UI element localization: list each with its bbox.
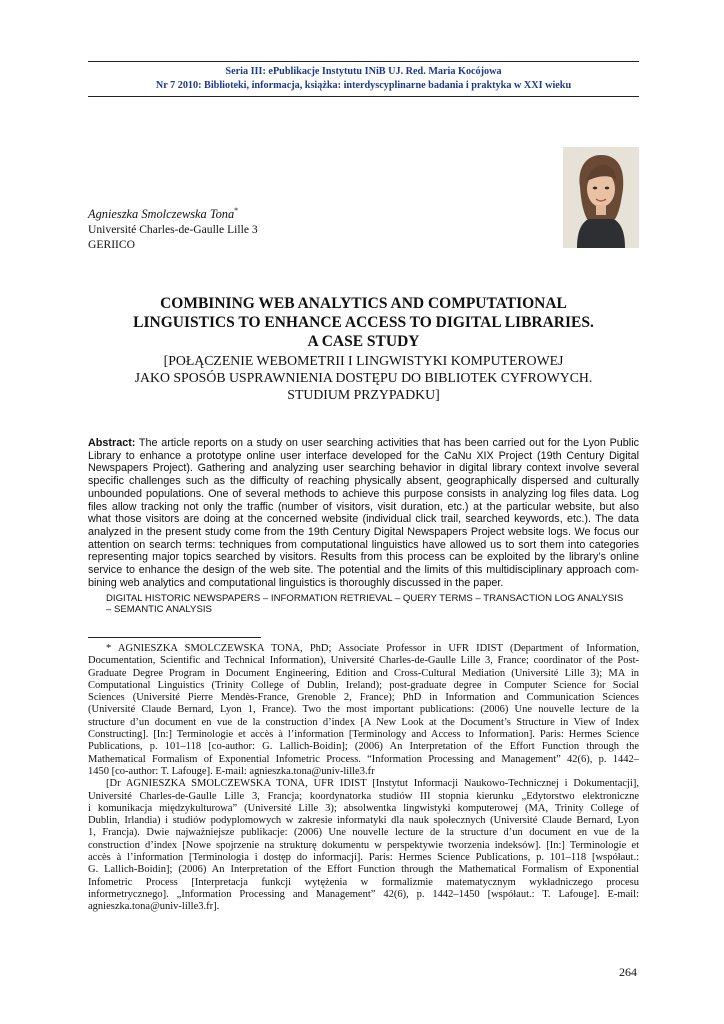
footnote-line: i komunikacja międzykulturowa” (Université Lille 3); absolwentka lingwistyki komputerowej (MA, Trinity College of <box>88 802 639 814</box>
abstract-label: Abstract: <box>88 437 136 449</box>
page-number: 264 <box>619 965 637 979</box>
footnote-line: G. Lallich-Boidin]; (2006) An Interpretation of the Effort Function through the Mathematical Formalism of Exponential <box>88 864 639 876</box>
header-top-rule <box>88 61 639 62</box>
title-line: A CASE STUDY <box>307 333 420 350</box>
paper-title <box>88 294 639 351</box>
footnote-line: Dublin, Irlandia) i studiów podyplomowych w zakresie informatyki dla nauk społecznych (Université Claude Bernard, Lyon <box>88 815 639 827</box>
footnote-line: Infometric Process [Interpretacja funkcji wytężenia w formalizmie matematycznym wykładniczego procesu <box>88 876 639 888</box>
abstract-line: Library to enhance a prototype online user interface developed for the CaNu XIX Project (19th Century Digital <box>88 449 639 462</box>
footnote-line: Sciences (Université Pierre Mendès-France, Grenoble 2, France); PhD in Information and Communication Sciences <box>88 692 639 704</box>
header-bottom-rule <box>88 96 639 97</box>
keywords-line: DIGITAL HISTORIC NEWSPAPERS – INFORMATION RETRIEVAL – QUERY TERMS – TRANSACTION LOG ANALYSIS <box>106 593 624 604</box>
abstract-line: files allow tracking not only the traffic (number of visitors, visit duration, etc.) at the particular website, but also <box>88 500 639 513</box>
abstract <box>88 437 639 589</box>
author-footnote-mark: * <box>234 206 239 215</box>
footnote-line: * AGNIESZKA SMOLCZEWSKA TONA, PhD; Associate Professor in UFR IDIST (Department of Information, <box>106 643 639 654</box>
footnote-line: (Université Claude Bernard, Lyon 1, France). Two the most important publications: (2006) Une nouvelle lecture de la <box>88 704 639 716</box>
abstract-line: unbounded populations. One of several methods to achieve this purpose consists in analyzing log files data. Log <box>88 487 639 500</box>
abstract-line: Newspapers Project). Gathering and analyzing user searching behavior in digital library context involve several <box>88 462 639 475</box>
footnote-line: construction d’index [Nowe spojrzenie na strukturę dokumentu w perspektywie tworzenia indeksów]. [In:] Terminologie et <box>88 839 639 851</box>
author-portrait-image <box>563 147 639 248</box>
author-photo <box>563 147 639 248</box>
footnote-line: 1, Francja). Dwie najważniejsze publikacje: (2006) Une nouvelle lecture de la structure d’un document en vue de la <box>88 827 639 839</box>
abstract-line: representing major topics searched by visitors. Results from this process can be exploited by the library’s online <box>88 551 639 564</box>
footnote-line: Computational Linguistics (Trinity College of Dublin, Ireland); post-graduate degree in Computer Science for Social <box>88 679 639 691</box>
footnote-line: Publications, p. 101–118 [co-author: G. Lallich-Boidin]; (2006) An Interpretation of the Effort Function through the <box>88 741 639 753</box>
abstract-line: analyzed in the present study come from the 19th Century Digital Newspapers Project website logs. We focus our <box>88 525 639 538</box>
footnote-line: informetrycznego]. „Information Processing and Management” 42(6), p. 1442–1450 [współaut.: T. Lafouge]. E-mail: <box>88 888 639 900</box>
footnote-line: structure d’un document en vue de la construction d’index [A New Look at the Document’s Structure in View of Index <box>88 716 639 728</box>
footnote-line: accès à l’information [Terminologia i dostęp do informacji]. Paris: Hermes Science Publications, p. 101–118 [współaut.: <box>88 852 639 864</box>
author-name: Agnieszka Smolczewska Tona* <box>88 206 239 222</box>
abstract-line: attention on search terms: techniques from computational linguistics have allowed us to sort them into categories <box>88 538 639 551</box>
author-footnote <box>88 643 639 914</box>
title-line: LINGUISTICS TO ENHANCE ACCESS TO DIGITAL LIBRARIES. <box>133 314 594 331</box>
footnote-line: Mathematical Formalism of Exponential Infometric Process. “Information Processing and Management” 42(6), p. 1442– <box>88 753 639 765</box>
footnote-line: Université Charles-de-Gaulle Lille 3, Francja; koordynatorka studiów III stopnia kierunku „Edytorstwo elektroniczne <box>88 790 639 802</box>
abstract-line: specific challenges such as the difficulty of reaching physically absent, geographically dispersed and culturally <box>88 475 639 488</box>
footnote-line: Graduate Degree Program in Document Engineering, Edition and Cross-Cultural Mediation (Université Lille 3); MA in <box>88 667 639 679</box>
author-research-group: GERIICO <box>88 238 136 251</box>
abstract-line: service to enhance the design of the web site. The potential and the limits of this multidisciplinary approach com- <box>88 564 639 577</box>
abstract-line: what those visitors are doing at the concerned website (individual click trail, searched keywords, etc.). The data <box>88 513 639 526</box>
footnote-line: Documentation, Scientific and Technical Information), Université Charles-de-Gaulle Lille 3, France; coordinator of the Post- <box>88 655 639 667</box>
footnote-separator <box>88 637 261 638</box>
subtitle-line: JAKO SPOSÓB USPRAWNIENIA DOSTĘPU DO BIBLIOTEK CYFROWYCH. <box>134 370 593 385</box>
footnote-line: Constructing]. [In:] Terminologie et accès à l’information [Terminology and Access to Information]. Paris: Hermes Science <box>88 729 639 741</box>
paper-title-polish <box>88 352 639 403</box>
footnote-line: 1450 [co-author: T. Lafouge]. E-mail: agnieszka.tona@univ-lille3.fr <box>88 765 375 777</box>
title-line: COMBINING WEB ANALYTICS AND COMPUTATIONAL <box>160 295 567 312</box>
abstract-line: bining web analytics and computational linguistics is thoroughly discussed in the paper. <box>88 576 504 589</box>
series-title: Seria III: ePublikacje Instytutu INiB UJ. Red. Maria Kocójowa <box>225 66 502 77</box>
keywords-line: – SEMANTIC ANALYSIS <box>106 604 212 616</box>
author-affiliation: Université Charles-de-Gaulle Lille 3 <box>88 223 258 236</box>
footnote-line: [Dr AGNIESZKA SMOLCZEWSKA TONA, UFR IDIST [Instytut Informacji Naukowo-Technicznej i Dokumentacji], <box>106 778 639 790</box>
abstract-line: Abstract: The article reports on a study on user searching activities that has been carried out for the Lyon Public <box>88 437 639 449</box>
issue-title: Nr 7 2010: Biblioteki, informacja, książka: interdyscyplinarne badania i praktyka w XXI wieku <box>155 80 572 91</box>
footnote-line: agnieszka.tona@univ-lille3.fr]. <box>88 901 220 913</box>
subtitle-line: [POŁĄCZENIE WEBOMETRII I LINGWISTYKI KOMPUTEROWEJ <box>163 353 564 368</box>
keywords <box>106 593 639 616</box>
subtitle-line: STUDIUM PRZYPADKU] <box>287 387 440 402</box>
